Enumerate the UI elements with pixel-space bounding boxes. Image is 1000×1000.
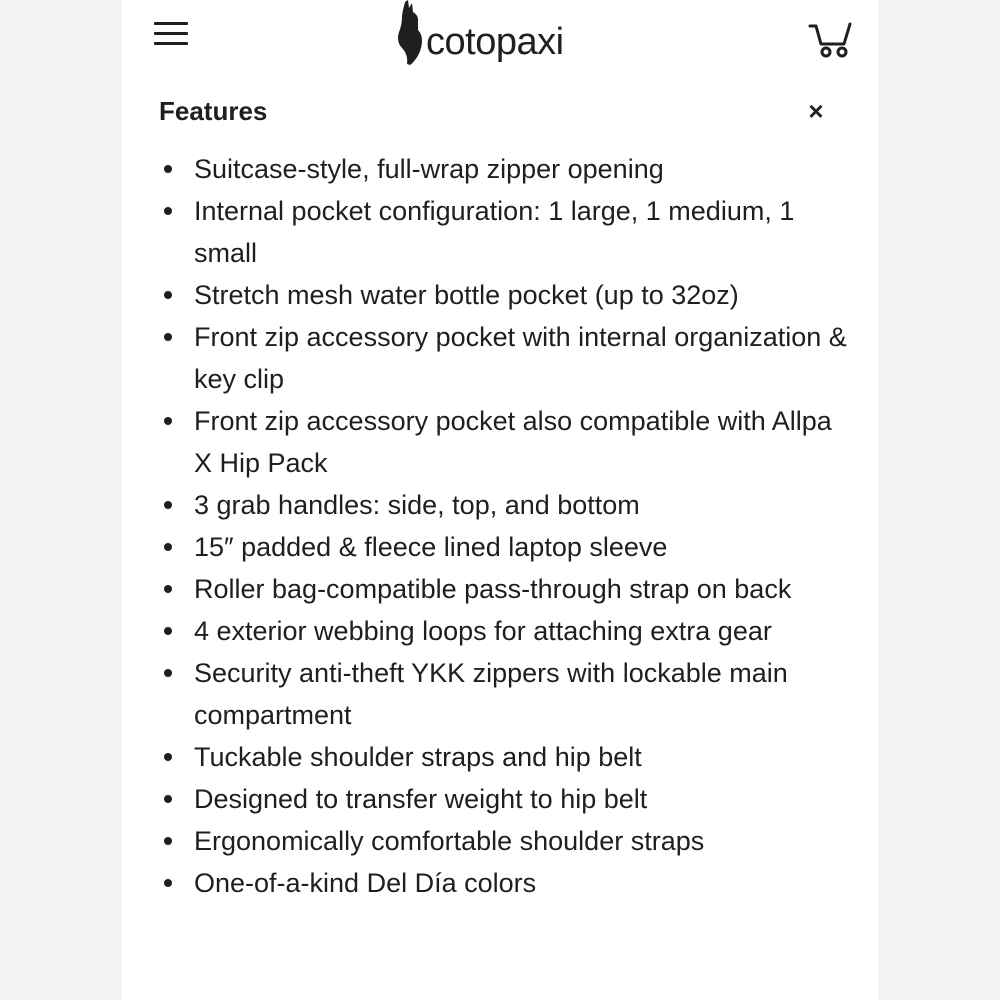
feature-list-item [122, 400, 878, 484]
feature-list-item [122, 484, 878, 526]
close-icon[interactable]: × [808, 96, 824, 126]
logo-wordmark: cotopaxi [426, 21, 564, 63]
feature-text: Ergonomically comfortable shoulder straps [194, 826, 705, 856]
bullet-icon [164, 501, 172, 509]
feature-text: Security anti-theft YKK zippers with lockable main compartment [194, 658, 788, 730]
site-header [122, 0, 878, 80]
llama-logo-icon [396, 0, 426, 66]
bullet-icon [164, 417, 172, 425]
feature-list-item [122, 778, 878, 820]
feature-list-item [122, 190, 878, 274]
feature-list-item [122, 568, 878, 610]
feature-list-item [122, 862, 878, 904]
feature-list-item [122, 736, 878, 778]
feature-text: 15″ padded & fleece lined laptop sleeve [194, 532, 668, 562]
bullet-icon [164, 207, 172, 215]
feature-text: Front zip accessory pocket with internal organization & key clip [194, 322, 847, 394]
feature-list-item [122, 610, 878, 652]
feature-text: 3 grab handles: side, top, and bottom [194, 490, 640, 520]
feature-text: 4 exterior webbing loops for attaching extra gear [194, 616, 772, 646]
bullet-icon [164, 585, 172, 593]
feature-text: Roller bag-compatible pass-through strap on back [194, 574, 792, 604]
feature-list-item [122, 316, 878, 400]
features-title: Features [159, 96, 268, 126]
feature-list-item [122, 820, 878, 862]
features-list [122, 148, 878, 904]
bullet-icon [164, 837, 172, 845]
product-features-page [122, 0, 878, 1000]
features-section-header [122, 88, 878, 138]
feature-list-item [122, 652, 878, 736]
bullet-icon [164, 291, 172, 299]
bullet-icon [164, 669, 172, 677]
feature-list-item [122, 148, 878, 190]
site-logo[interactable] [396, 0, 606, 70]
bullet-icon [164, 795, 172, 803]
feature-text: Front zip accessory pocket also compatible with Allpa X Hip Pack [194, 406, 832, 478]
feature-text: Designed to transfer weight to hip belt [194, 784, 648, 814]
bullet-icon [164, 543, 172, 551]
bullet-icon [164, 627, 172, 635]
bullet-icon [164, 333, 172, 341]
feature-text: Suitcase-style, full-wrap zipper opening [194, 154, 664, 184]
feature-text: Internal pocket configuration: 1 large, 1 medium, 1 small [194, 196, 795, 268]
feature-text: Tuckable shoulder straps and hip belt [194, 742, 642, 772]
bullet-icon [164, 165, 172, 173]
feature-text: One-of-a-kind Del Día colors [194, 868, 537, 898]
bullet-icon [164, 753, 172, 761]
bullet-icon [164, 879, 172, 887]
feature-list-item [122, 274, 878, 316]
hamburger-menu-icon[interactable] [152, 18, 192, 52]
feature-text: Stretch mesh water bottle pocket (up to 32oz) [194, 280, 739, 310]
feature-list-item [122, 526, 878, 568]
shopping-cart-icon[interactable] [806, 18, 856, 62]
